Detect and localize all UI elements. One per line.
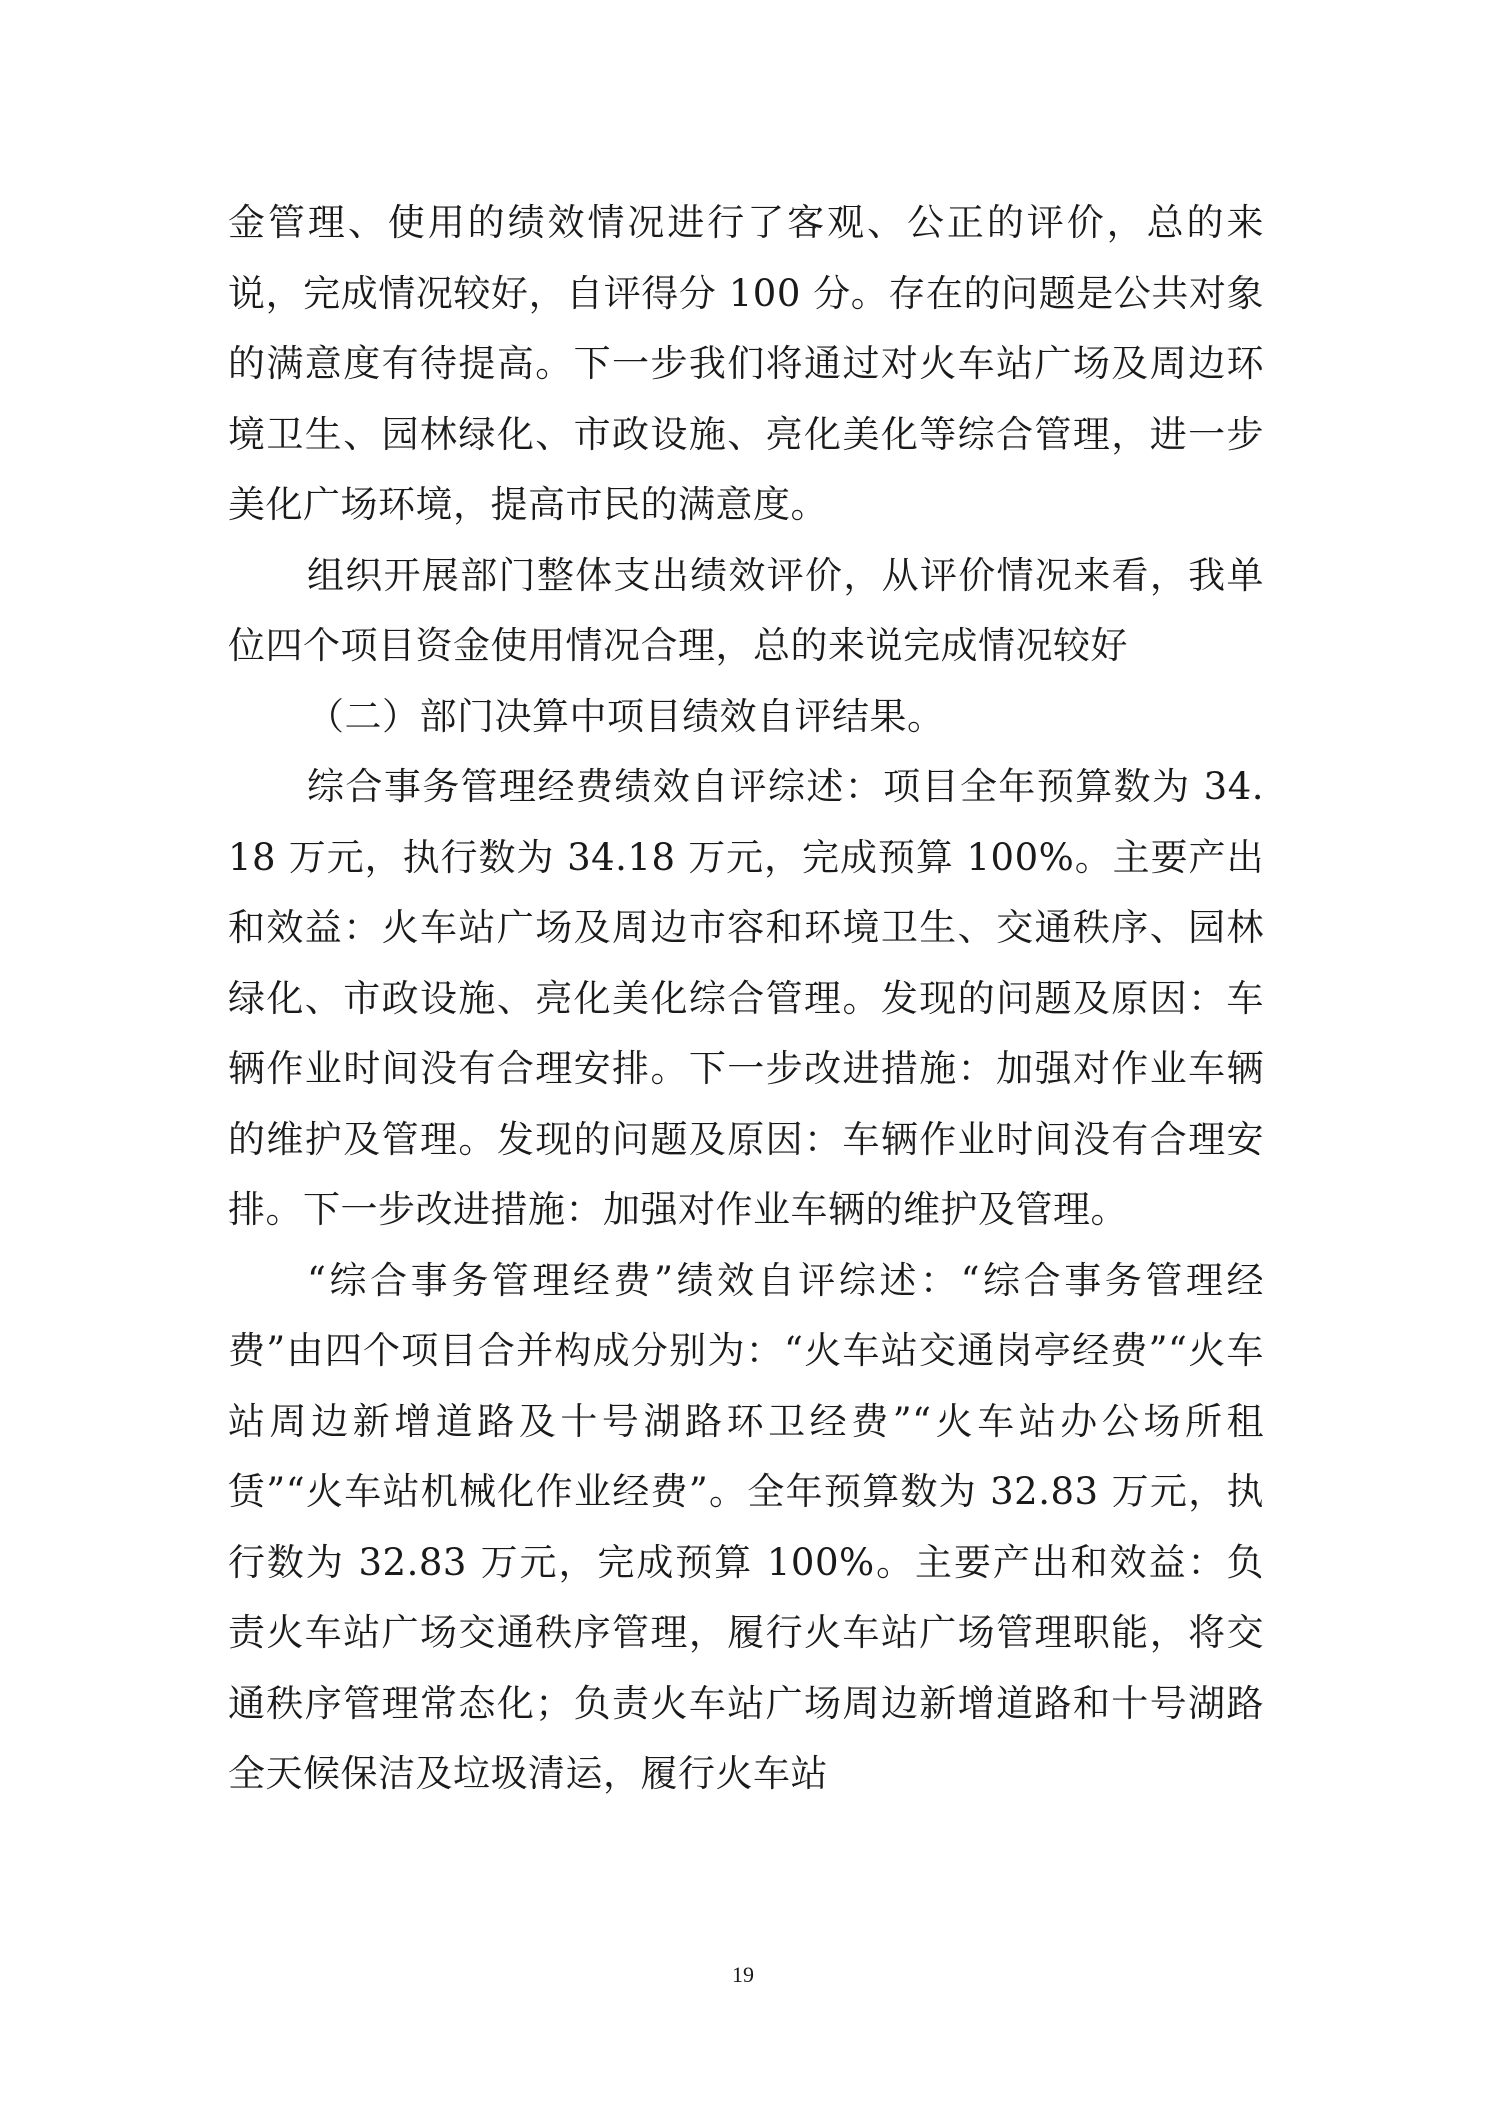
- section-heading: （二）部门决算中项目绩效自评结果。: [307, 694, 945, 738]
- paragraph-combined-projects: “综合事务管理经费”绩效自评综述：“综合事务管理经费”由四个项目合并构成分别为：“火车站交通岗亭经费”“火车站周边新增道路及十号湖路环卫经费”“火车站办公场所租赁”“火车站机械化作业经费”。全年预算数为 32.83 万元，执行数为 32.83 万元，完成预算 100%。主要产出和效益：负责火车站广场交通秩序管理，履行火车站广场管理职能，将交通秩序管理常态化；负责火车站广场周边新增道路和十号湖路全天候保洁及垃圾清运，履行火车站: [228, 1258, 1264, 1795]
- paragraph-continuation: 金管理、使用的绩效情况进行了客观、公正的评价，总的来说，完成情况较好，自评得分 100 分。存在的问题是公共对象的满意度有待提高。下一步我们将通过对火车站广场及周边环境卫生、园林绿化、市政设施、亮化美化等综合管理，进一步美化广场环境，提高市民的满意度。: [228, 201, 1264, 526]
- document-body: [228, 188, 1264, 1810]
- paragraph-project-summary: 综合事务管理经费绩效自评综述：项目全年预算数为 34.18 万元，执行数为 34.18 万元，完成预算 100%。主要产出和效益：火车站广场及周边市容和环境卫生、交通秩序、园林绿化、市政设施、亮化美化综合管理。发现的问题及原因：车辆作业时间没有合理安排。下一步改进措施：加强对作业车辆的维护及管理。发现的问题及原因：车辆作业时间没有合理安排。下一步改进措施：加强对作业车辆的维护及管理。: [228, 765, 1264, 1231]
- paragraph-overall-evaluation: 组织开展部门整体支出绩效评价，从评价情况来看，我单位四个项目资金使用情况合理，总的来说完成情况较好: [228, 553, 1264, 667]
- page-number: 19: [732, 1962, 754, 1987]
